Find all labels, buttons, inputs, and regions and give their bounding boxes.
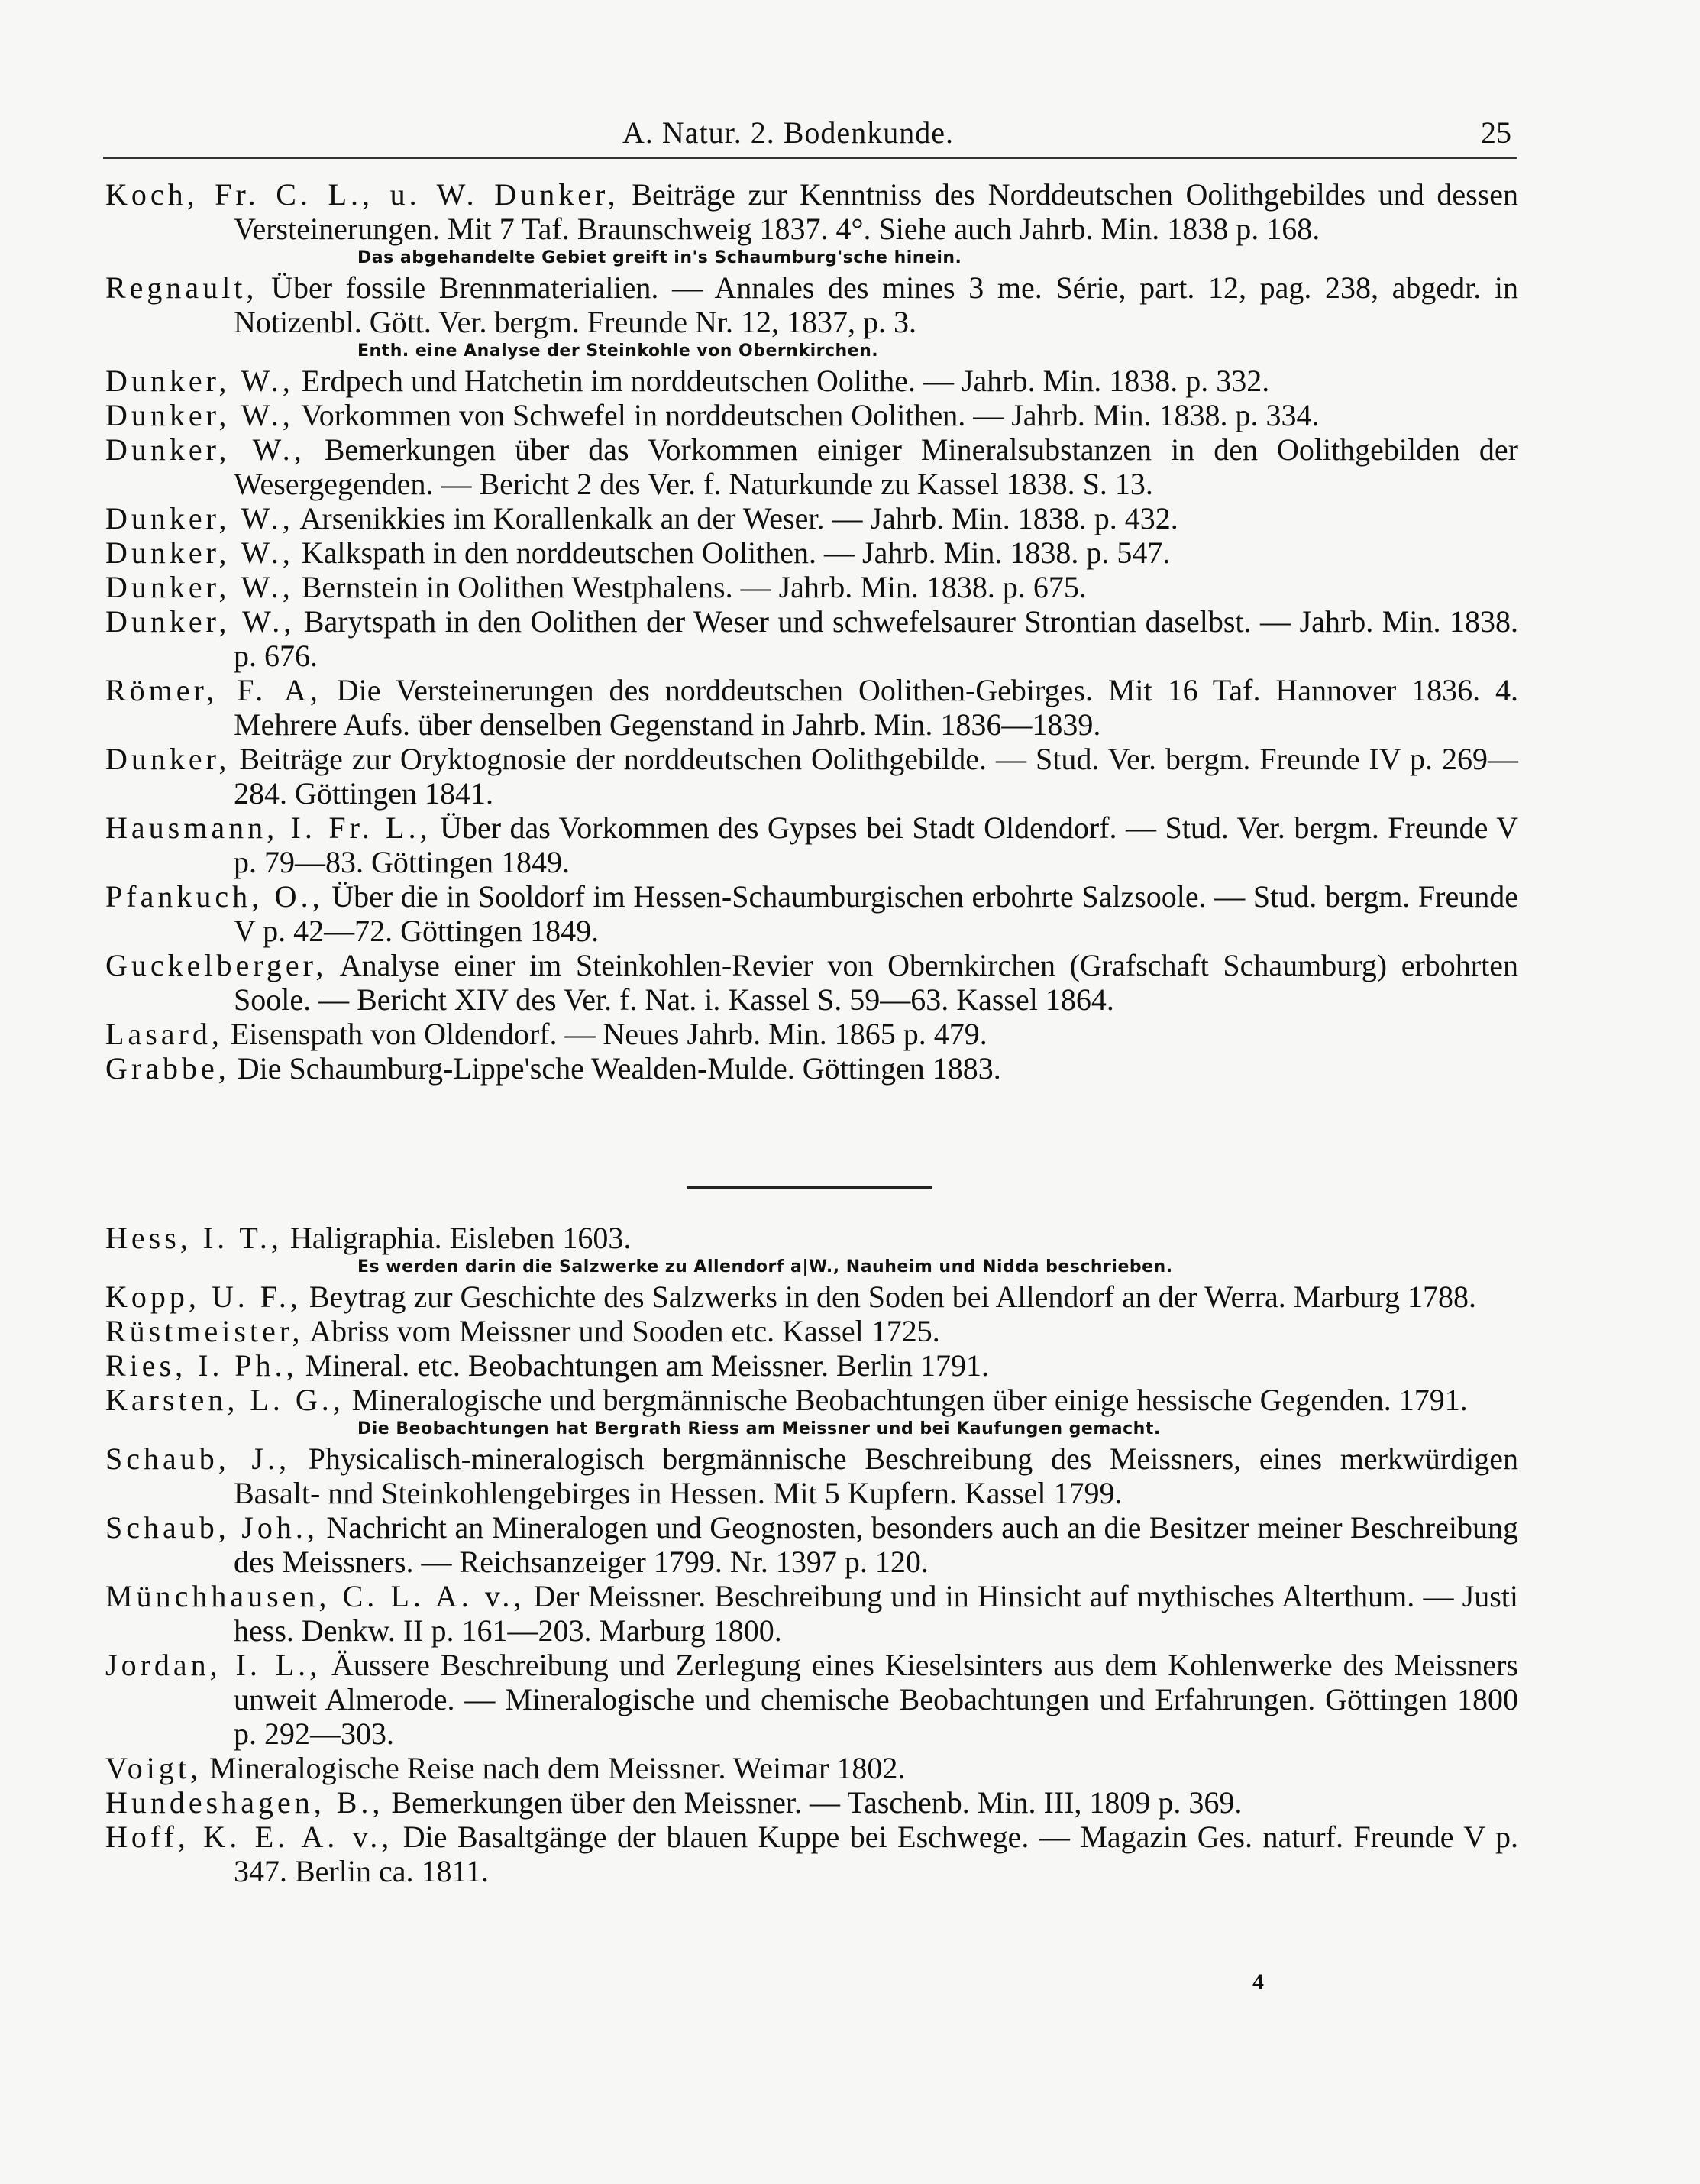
entry-author: Dunker, W., [105,535,294,570]
bibliography-section-1 [105,177,1518,1086]
entry-author: Kopp, U. F., [105,1280,302,1314]
entry-text: Erdpech und Hatchetin im norddeutschen Oolithe. — Jahrb. Min. 1838. p. 332. [293,364,1270,398]
bib-entry [105,501,1518,535]
entry-text: Über die in Sooldorf im Hessen-Schaumburgischen erbohrte Salzsoole. — Stud. bergm. Freunde V p. 42—72. Göttingen 1849. [234,879,1518,948]
entry-text: Beytrag zur Geschichte des Salzwerks in den Soden bei Allendorf an der Werra. Marburg 1788. [301,1280,1477,1314]
bib-entry [105,535,1518,570]
entry-text: Abriss vom Meissner und Sooden etc. Kassel 1725. [303,1314,940,1348]
entry-text: Bemerkungen über das Vorkommen einiger Mineralsubstanzen in den Oolithgebilden der Wesergegenden. — Bericht 2 des Ver. f. Naturkunde zu Kassel 1838. S. 13. [234,432,1518,501]
entry-author: Guckelberger, [105,948,328,982]
entry-text: Arsenikkies im Korallenkalk an der Weser. — Jahrb. Min. 1838. p. 432. [293,501,1178,535]
entry-text: Bernstein in Oolithen Westphalens. — Jahrb. Min. 1838. p. 675. [293,570,1087,604]
bib-entry [105,1348,1518,1383]
entry-author: Pfankuch, O., [105,879,324,914]
entry-text: Analyse einer im Steinkohlen-Revier von Obernkirchen (Grafschaft Schaumburg) erbohrten Soole. — Bericht XIV des Ver. f. Nat. i. Kassel S. 59—63. Kassel 1864. [234,948,1518,1017]
bib-entry [105,1383,1518,1417]
bibliography-section-2 [105,1221,1518,1888]
signature-mark: 4 [1252,1969,1264,1995]
bib-entry [105,948,1518,1017]
entry-author: Grabbe, [105,1051,230,1086]
entry-author: Karsten, L. G., [105,1383,344,1417]
running-head: A. Natur. 2. Bodenkunde. [622,115,954,150]
section-divider [687,1186,932,1189]
entry-text: Barytspath in den Oolithen der Weser und schwefelsaurer Strontian daselbst. — Jahrb. Min. 1838. p. 676. [234,604,1519,673]
entry-author: Voigt, [105,1751,202,1785]
entry-note: Das abgehandelte Gebiet greift in's Schaumburg'sche hinein. [357,248,962,267]
bib-entry [105,570,1518,604]
header-rule [103,157,1517,159]
bib-entry [105,364,1518,398]
bib-entry [105,1579,1518,1648]
bib-entry [105,1280,1518,1314]
bib-entry [105,398,1518,432]
entry-text: Der Meissner. Beschreibung und in Hinsicht auf mythisches Alterthum. — Justi hess. Denkw. II p. 161—203. Marburg 1800. [234,1579,1519,1648]
entry-text: Mineralogische und bergmännische Beobachtungen über einige hessische Gegenden. 1791. [344,1383,1468,1417]
entry-text: Die Basaltgänge der blauen Kuppe bei Eschwege. — Magazin Ges. naturf. Freunde V p. 347. Berlin ca. 1811. [234,1820,1518,1888]
entry-author: Dunker, W., [105,398,294,432]
entry-author: Schaub, J., [105,1441,290,1476]
entry-author: Dunker, W., [105,570,294,604]
entry-author: Hausmann, I. Fr. L., [105,811,431,845]
entry-author: Hess, I. T., [105,1221,283,1255]
bib-entry [105,1751,1518,1785]
entry-author: Ries, I. Ph., [105,1348,298,1383]
entry-author: Schaub, Joh., [105,1510,318,1545]
entry-text: Über fossile Brennmaterialien. — Annales des mines 3 me. Série, part. 12, pag. 238, abgedr. in Notizenbl. Gött. Ver. bergm. Freunde Nr. 12, 1837, p. 3. [234,270,1518,339]
entry-text: Mineral. etc. Beobachtungen am Meissner. Berlin 1791. [297,1348,990,1383]
entry-note: Enth. eine Analyse der Steinkohle von Obernkirchen. [357,341,879,361]
bib-entry [105,270,1518,339]
entry-author: Dunker, W., [105,501,294,535]
entry-author: Lasard, [105,1017,223,1051]
bib-entry [105,1314,1518,1348]
entry-text: Äussere Beschreibung und Zerlegung eines Kieselsinters aus dem Kohlenwerke des Meissners unweit Almerode. — Mineralogische und chemische Beobachtungen und Erfahrungen. Göttingen 1800 p. 292—303. [234,1648,1518,1751]
entry-author: Römer, F. A, [105,673,322,707]
entry-author: Dunker, [105,742,231,776]
bib-entry [105,1017,1518,1051]
entry-text: Die Schaumburg-Lippe'sche Wealden-Mulde. Göttingen 1883. [229,1051,1001,1086]
entry-text: Beiträge zur Oryktognosie der norddeutschen Oolithgebilde. — Stud. Ver. bergm. Freunde IV p. 269—284. Göttingen 1841. [230,742,1518,811]
bib-entry [105,604,1518,673]
entry-text: Mineralogische Reise nach dem Meissner. Weimar 1802. [201,1751,906,1785]
entry-author: Regnault, [105,270,258,305]
entry-text: Bemerkungen über den Meissner. — Taschenb. Min. III, 1809 p. 369. [383,1785,1243,1820]
bib-entry [105,432,1518,501]
entry-text: Die Versteinerungen des norddeutschen Oolithen-Gebirges. Mit 16 Taf. Hannover 1836. 4. Mehrere Aufs. über denselben Gegenstand in Jahrb. Min. 1836—1839. [234,673,1518,742]
bib-entry [105,811,1518,879]
page-number: 25 [1481,115,1511,150]
bib-entry [105,1441,1518,1510]
entry-text: Kalkspath in den norddeutschen Oolithen. — Jahrb. Min. 1838. p. 547. [293,535,1171,570]
entry-note: Die Beobachtungen hat Bergrath Riess am Meissner und bei Kaufungen gemacht. [357,1419,1161,1438]
entry-text: Über das Vorkommen des Gypses bei Stadt Oldendorf. — Stud. Ver. bergm. Freunde V p. 79—83. Göttingen 1849. [234,811,1518,879]
entry-author: Koch, Fr. C. L., u. W. Dunker, [105,177,619,212]
bib-entry [105,673,1518,742]
entry-text: Beiträge zur Kenntniss des Norddeutschen Oolithgebildes und dessen Versteinerungen. Mit 7 Taf. Braunschweig 1837. 4°. Siehe auch Jahrb. Min. 1838 p. 168. [234,177,1518,246]
entry-text: Physicalisch-mineralogisch bergmännische Beschreibung des Meissners, eines merkwürdigen Basalt- nnd Steinkohlengebirges in Hessen. Mit 5 Kupfern. Kassel 1799. [234,1441,1518,1510]
entry-author: Dunker, W., [105,604,296,639]
bib-entry [105,1051,1518,1086]
entry-author: Jordan, I. L., [105,1648,322,1682]
page-header [103,115,1517,160]
entry-author: Dunker, W., [105,432,305,467]
entry-text: Nachricht an Mineralogen und Geognosten, besonders auch an die Besitzer meiner Beschreibung des Meissners. — Reichsanzeiger 1799. Nr. 1397 p. 120. [234,1510,1518,1579]
entry-text: Vorkommen von Schwefel in norddeutschen Oolithen. — Jahrb. Min. 1838. p. 334. [293,398,1320,432]
entry-author: Hundeshagen, B., [105,1785,384,1820]
bib-entry [105,742,1518,811]
entry-text: Eisenspath von Oldendorf. — Neues Jahrb. Min. 1865 p. 479. [222,1017,987,1051]
bib-entry [105,1510,1518,1579]
entry-author: Rüstmeister, [105,1314,304,1348]
bib-entry [105,879,1518,948]
bib-entry [105,177,1518,246]
bib-entry [105,1785,1518,1820]
bib-entry [105,1221,1518,1255]
entry-text: Haligraphia. Eisleben 1603. [282,1221,632,1255]
entry-author: Dunker, W., [105,364,294,398]
bib-entry [105,1820,1518,1888]
bib-entry [105,1648,1518,1751]
entry-note: Es werden darin die Salzwerke zu Allendorf a|W., Nauheim und Nidda beschrieben. [357,1257,1173,1276]
entry-author: Hoff, K. E. A. v., [105,1820,393,1854]
entry-author: Münchhausen, C. L. A. v., [105,1579,525,1613]
